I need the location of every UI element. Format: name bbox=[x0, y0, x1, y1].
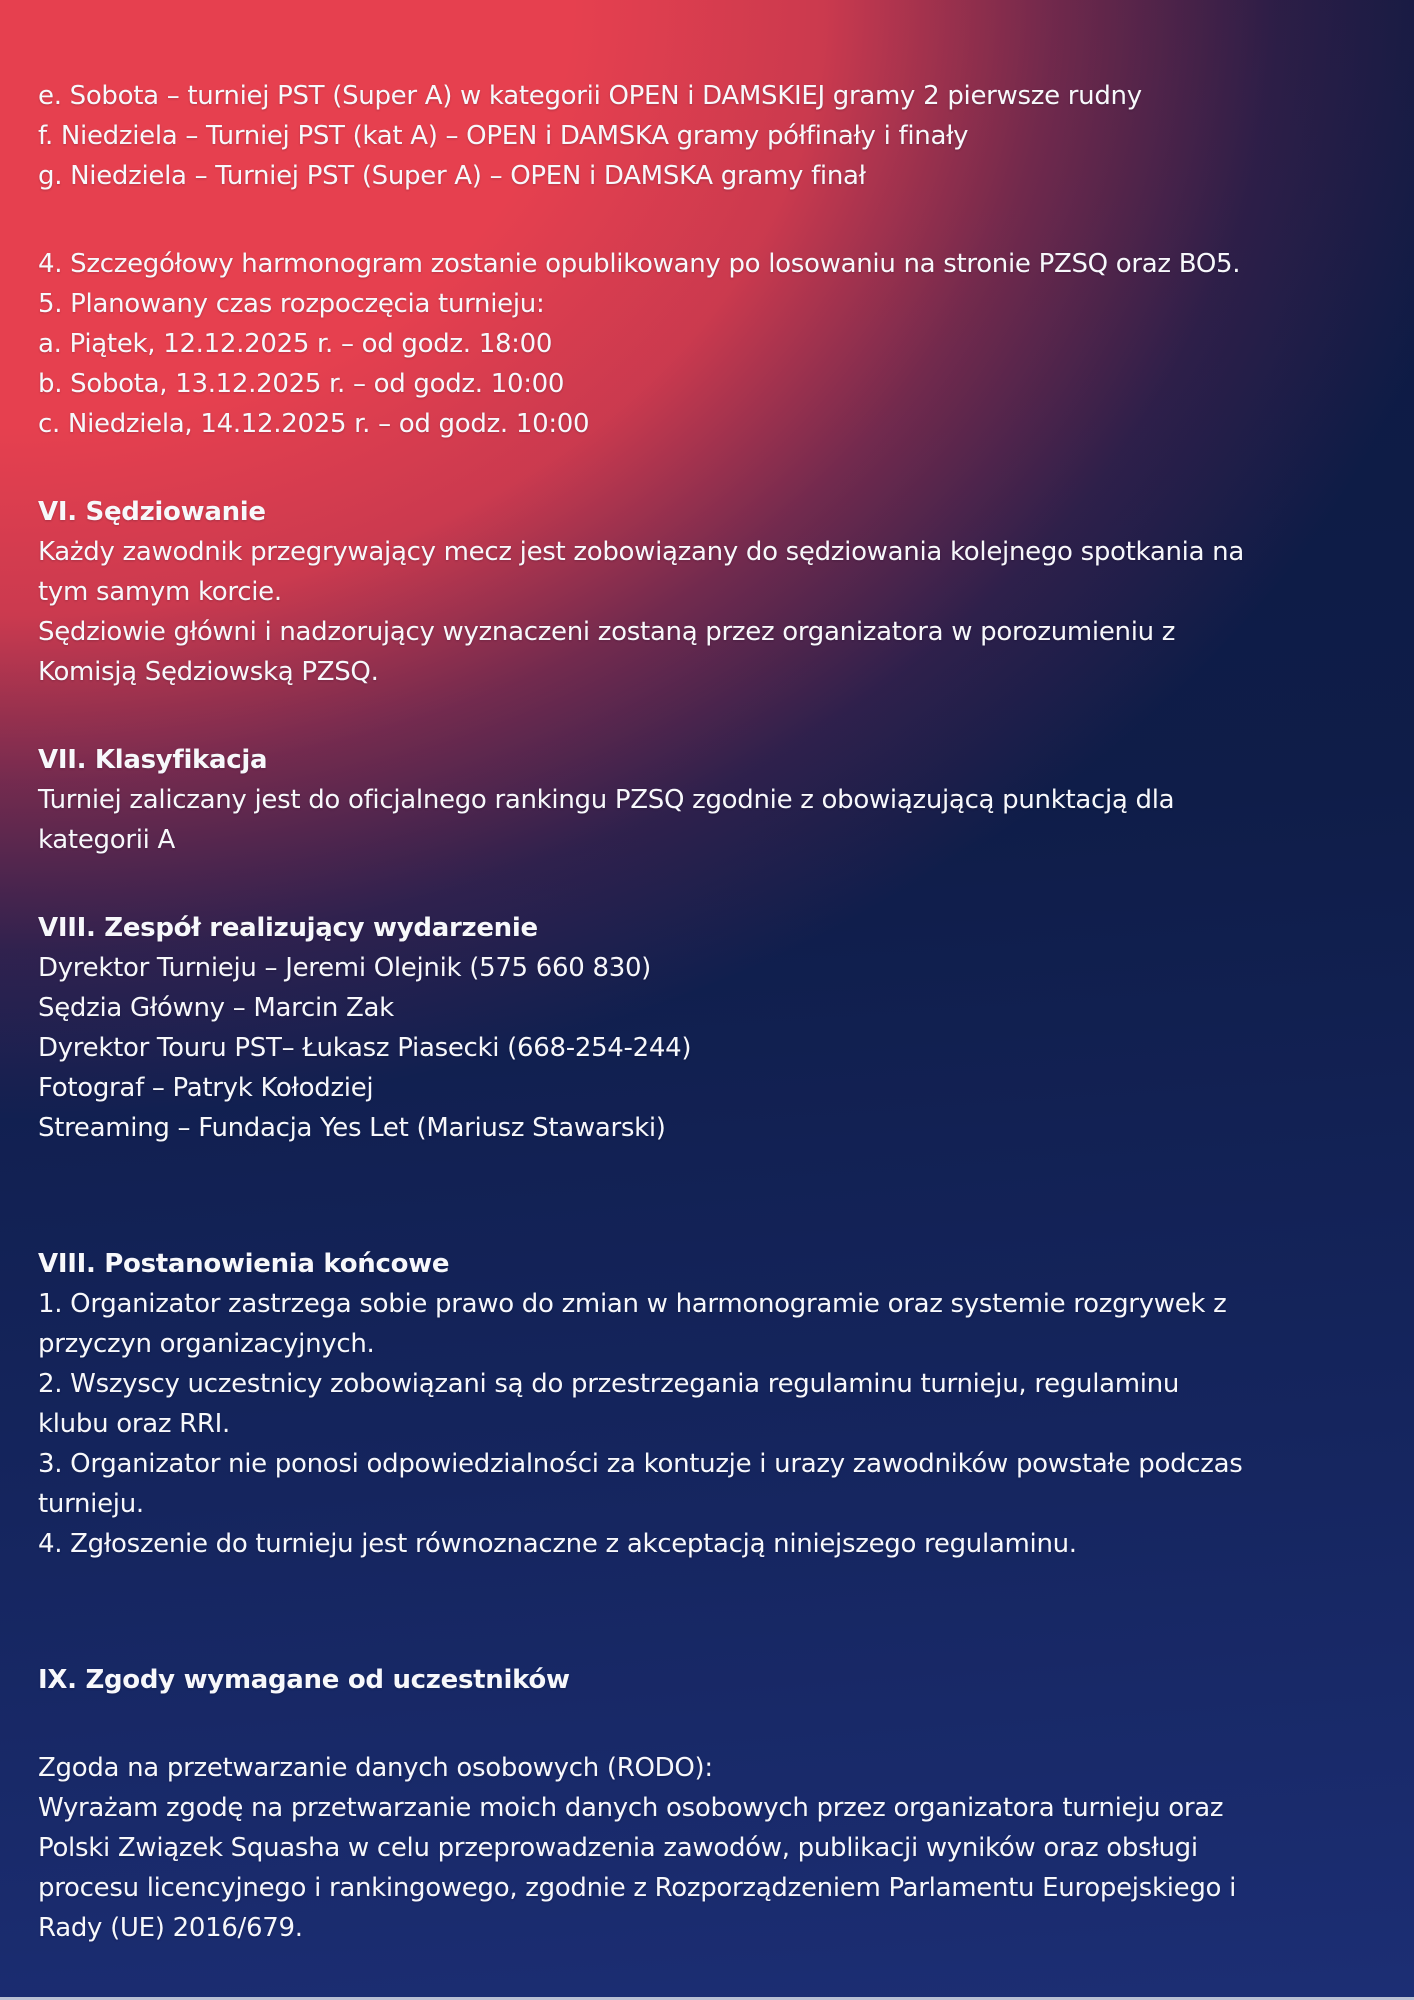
text-line: 2. Wszyscy uczestnicy zobowiązani są do przestrzegania regulaminu turnieju, regulaminu bbox=[38, 1369, 1180, 1399]
text-line: b. Sobota, 13.12.2025 r. – od godz. 10:00 bbox=[38, 369, 565, 399]
text-line: Fotograf – Patryk Kołodziej bbox=[38, 1073, 374, 1103]
text-line: przyczyn organizacyjnych. bbox=[38, 1329, 375, 1359]
text-line: g. Niedziela – Turniej PST (Super A) – OPEN i DAMSKA gramy finał bbox=[38, 161, 866, 191]
text-line: Dyrektor Touru PST– Łukasz Piasecki (668-254-244) bbox=[38, 1033, 692, 1063]
text-line: 1. Organizator zastrzega sobie prawo do zmian w harmonogramie oraz systemie rozgrywek z bbox=[38, 1289, 1227, 1319]
blank-line bbox=[38, 444, 1384, 492]
text-line: procesu licencyjnego i rankingowego, zgodnie z Rozporządzeniem Parlamentu Europejskiego i bbox=[38, 1873, 1237, 1903]
text-line: 4. Szczegółowy harmonogram zostanie opublikowany po losowaniu na stronie PZSQ oraz BO5. bbox=[38, 249, 1241, 279]
text-line: kategorii A bbox=[38, 825, 176, 855]
blank-line bbox=[38, 1564, 1384, 1612]
blank-line bbox=[38, 860, 1384, 908]
text-line: Streaming – Fundacja Yes Let (Mariusz Stawarski) bbox=[38, 1113, 666, 1143]
text-line: Wyrażam zgodę na przetwarzanie moich danych osobowych przez organizatora turnieju oraz bbox=[38, 1793, 1224, 1823]
section-heading: VIII. Zespół realizujący wydarzenie bbox=[38, 913, 538, 943]
blank-line bbox=[38, 1700, 1384, 1748]
text-line: Rady (UE) 2016/679. bbox=[38, 1913, 303, 1943]
section-heading: IX. Zgody wymagane od uczestników bbox=[38, 1665, 570, 1695]
section-heading: VIII. Postanowienia końcowe bbox=[38, 1249, 450, 1279]
blank-line bbox=[38, 1196, 1384, 1244]
text-line: 4. Zgłoszenie do turnieju jest równoznaczne z akceptacją niniejszego regulaminu. bbox=[38, 1529, 1077, 1559]
text-line: Dyrektor Turnieju – Jeremi Olejnik (575 660 830) bbox=[38, 953, 652, 983]
text-line: Sędziowie główni i nadzorujący wyznaczeni zostaną przez organizatora w porozumieniu z bbox=[38, 617, 1176, 647]
blank-line bbox=[38, 1612, 1384, 1660]
document-body bbox=[38, 76, 1384, 1948]
text-line: klubu oraz RRI. bbox=[38, 1409, 231, 1439]
text-line: 5. Planowany czas rozpoczęcia turnieju: bbox=[38, 289, 545, 319]
blank-line bbox=[38, 1148, 1384, 1196]
text-line: Turniej zaliczany jest do oficjalnego rankingu PZSQ zgodnie z obowiązującą punktacją dla bbox=[38, 785, 1175, 815]
text-line: c. Niedziela, 14.12.2025 r. – od godz. 10:00 bbox=[38, 409, 590, 439]
text-line: 3. Organizator nie ponosi odpowiedzialności za kontuzje i urazy zawodników powstałe podczas bbox=[38, 1449, 1243, 1479]
text-line: e. Sobota – turniej PST (Super A) w kategorii OPEN i DAMSKIEJ gramy 2 pierwsze rudny bbox=[38, 81, 1142, 111]
text-line: turnieju. bbox=[38, 1489, 144, 1519]
text-line: Sędzia Główny – Marcin Zak bbox=[38, 993, 394, 1023]
text-line: a. Piątek, 12.12.2025 r. – od godz. 18:00 bbox=[38, 329, 553, 359]
text-line: Każdy zawodnik przegrywający mecz jest zobowiązany do sędziowania kolejnego spotkania na bbox=[38, 537, 1244, 567]
text-line: Komisją Sędziowską PZSQ. bbox=[38, 657, 379, 687]
section-heading: VI. Sędziowanie bbox=[38, 497, 266, 527]
blank-line bbox=[38, 196, 1384, 244]
text-line: Polski Związek Squasha w celu przeprowadzenia zawodów, publikacji wyników oraz obsługi bbox=[38, 1833, 1198, 1863]
blank-line bbox=[38, 692, 1384, 740]
section-heading: VII. Klasyfikacja bbox=[38, 745, 268, 775]
text-line: Zgoda na przetwarzanie danych osobowych (RODO): bbox=[38, 1753, 713, 1783]
text-line: tym samym korcie. bbox=[38, 577, 282, 607]
text-line: f. Niedziela – Turniej PST (kat A) – OPEN i DAMSKA gramy półfinały i finały bbox=[38, 121, 969, 151]
